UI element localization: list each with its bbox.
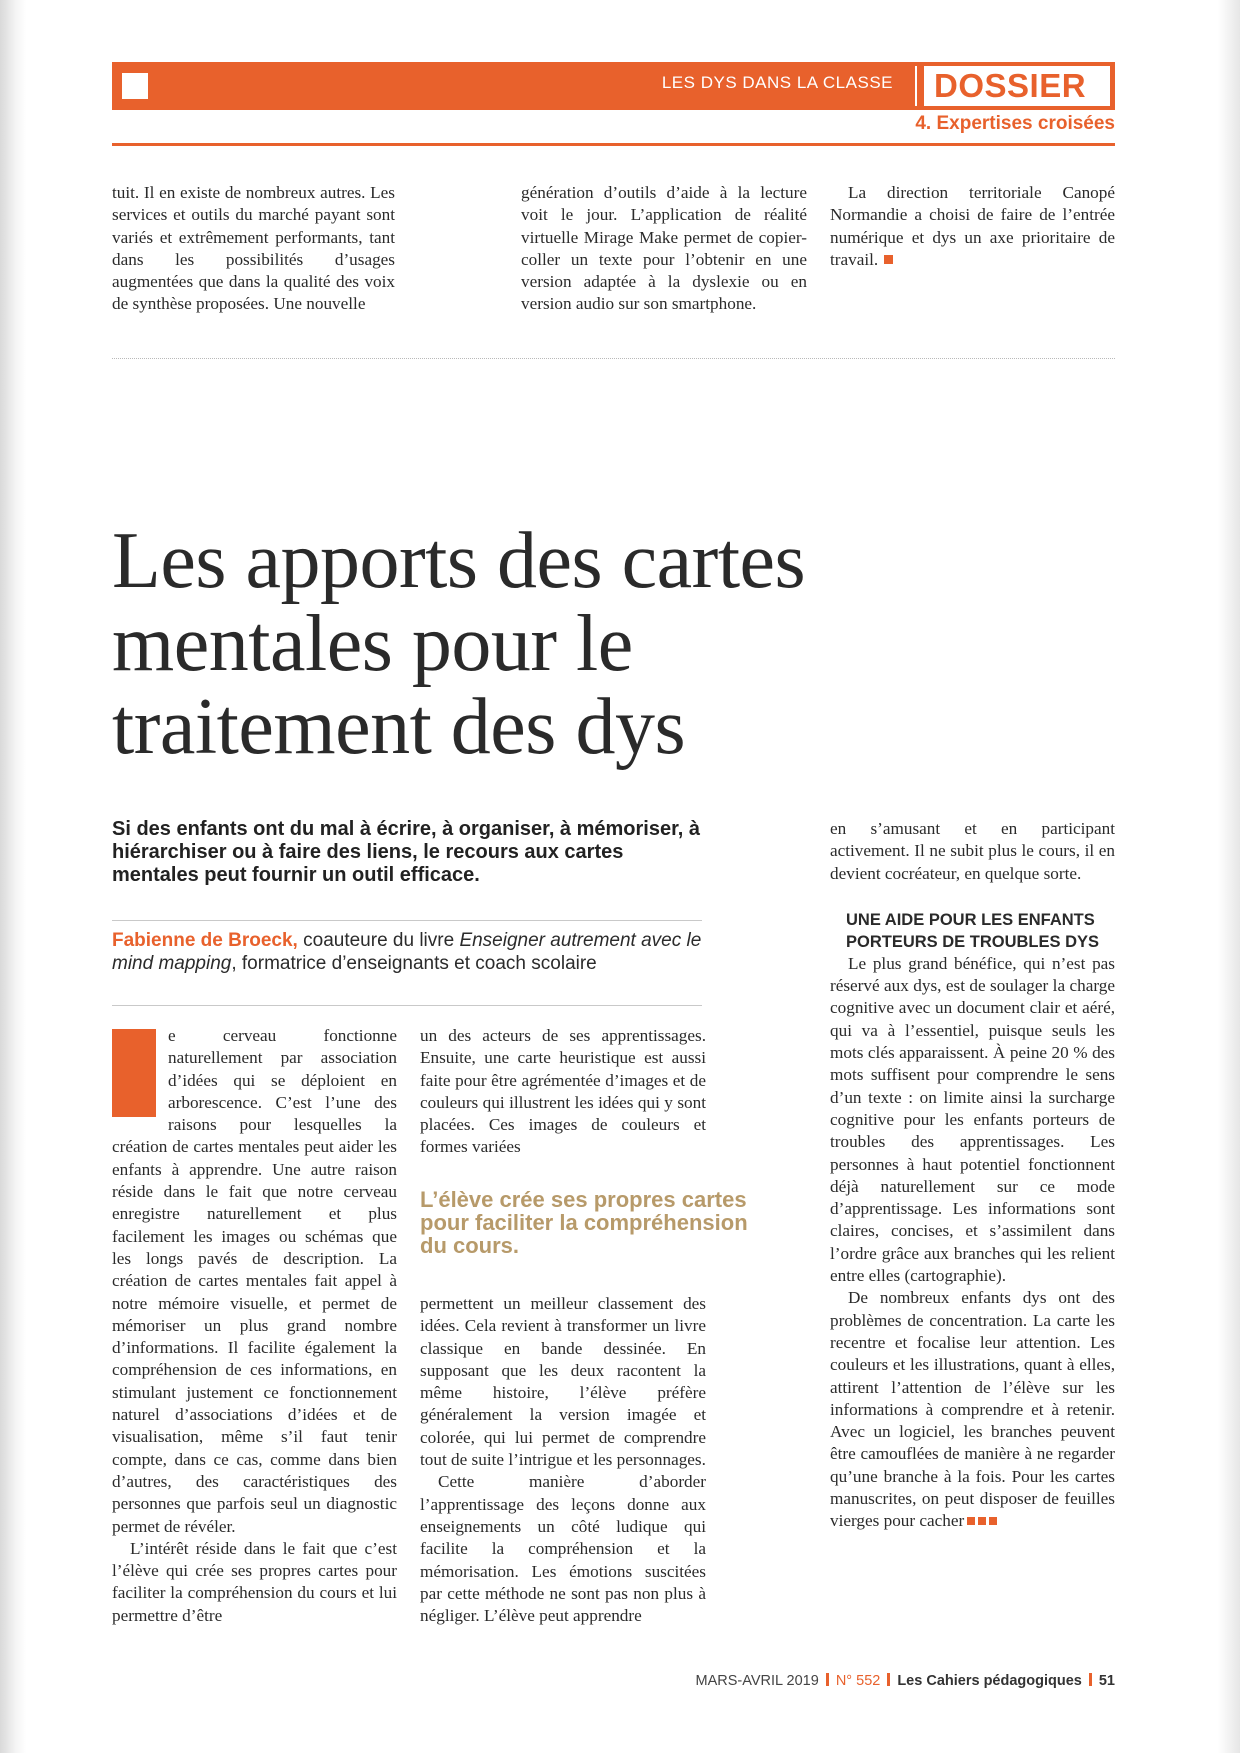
continued-mark-icon <box>964 1511 997 1530</box>
dossier-subhead: 4. Expertises croisées <box>915 113 1115 134</box>
previous-article-text-3: La direction territoriale Canopé Normandie a choisi de faire de l’entrée numérique et dys un axe prioritaire de travail. <box>830 183 1115 269</box>
pull-quote: L’élève crée ses propres cartes pour faciliter la compréhension du cours. <box>420 1187 748 1258</box>
author-role: coauteure du livre <box>297 930 460 951</box>
col2-paragraph-1: permettent un meilleur classement des idées. Cela revient à transformer un livre classique en bande dessinée. En supposant que les deux racontent la même histoire, l’élève préfère généralement la version imagée et colorée, qui lui permet de comprendre tout de suite l’intrigue et les personnages. <box>420 1294 706 1470</box>
previous-article-col3 <box>830 182 1115 271</box>
lede-rule <box>112 920 702 921</box>
page-edge-shadow <box>0 0 26 1753</box>
author-name: Fabienne de Broeck, <box>112 930 298 951</box>
col1-paragraph-2: L’intérêt réside dans le fait que c’est l’élève qui crée ses propres cartes pour faciliter la compréhension du cours et lui permettre d’être <box>112 1538 397 1625</box>
header-rule <box>112 143 1115 146</box>
article-lede: Si des enfants ont du mal à écrire, à organiser, à mémoriser, à hiérarchiser ou à faire des liens, le recours aux cartes mentales peut fournir un outil efficace. <box>112 818 701 886</box>
section-label: LES DYS DANS LA CLASSE <box>661 73 893 92</box>
footer-separator <box>1089 1673 1092 1686</box>
col2-paragraph-2: Cette manière d’aborder l’apprentissage des leçons donne aux enseignements un côté ludique qui facilite la compréhension et la mémorisation. Les émotions suscitées par cette méthode ne sont pas non plus à négliger. L’élève peut apprendre <box>420 1472 706 1626</box>
dropcap-l <box>112 1029 156 1117</box>
previous-article-col1 <box>112 182 395 316</box>
title-line: traitement des dys <box>112 683 686 771</box>
title-line: Les apports des cartes <box>112 517 806 605</box>
article-title <box>112 517 1012 771</box>
article-col1 <box>112 1025 397 1627</box>
col3-paragraph-1: Le plus grand bénéfice, qui n’est pas réservé aux dys, est de soulager la charge cognitive avec un document clair et aéré, qui va à l’essentiel, puisque seuls les mots clés apparaissent. À peine 20 % des mots suffisent pour comprendre le sens d’un texte : on limite ainsi la surcharge cognitive pour les enfants porteurs de troubles des apprentissages. Les personnes à haut potentiel fonctionnent déjà naturellement sur ce mode d’apprentissage. Les informations sont claires, concises, et s’assimilent dans l’ordre grâce aux branches qui les relient entre elles (cartographie). <box>830 953 1115 1286</box>
page-footer <box>696 1673 1115 1689</box>
magazine-name: Les Cahiers pédagogiques <box>897 1673 1082 1689</box>
header-band <box>112 62 1115 110</box>
article-separator <box>112 358 1115 359</box>
article-col3 <box>830 818 1115 1533</box>
end-mark-icon <box>884 255 893 264</box>
col2-paragraph-top: un des acteurs de ses apprentissages. Ensuite, une carte heuristique est aussi faite pour être agrémentée d’images et de couleurs qui illustrent les idées qui y sont placées. Ces images de couleurs et formes variées <box>420 1026 706 1157</box>
book-title: Enseigner autrement avec le mind mapping <box>112 930 702 974</box>
title-line: mentales pour le <box>112 600 633 688</box>
article-col2-top <box>420 1025 706 1159</box>
byline-rule <box>112 1005 702 1006</box>
section-heading: UNE AIDE POUR LES ENFANTS PORTEURS DE TROUBLES DYS <box>846 910 1100 951</box>
dossier-label: DOSSIER <box>934 67 1087 104</box>
previous-article-col2 <box>521 182 807 316</box>
footer-separator <box>826 1673 829 1686</box>
header-divider <box>915 66 917 106</box>
previous-article-text-1: tuit. Il en existe de nombreux autres. Les services et outils du marché payant sont variés et extrêmement performants, tant dans les possibilités d’usages augmentées que dans la qualité des voix de synthèse proposées. Une nouvelle <box>112 183 395 314</box>
col1-paragraph-1: e cerveau fonctionne naturellement par association d’idées qui se déploient en arborescence. C’est l’une des raisons pour lesquelles la création de cartes mentales peut aider les enfants à apprendre. Une autre raison réside dans le fait que notre cerveau enregistre naturellement et plus facilement les images ou schémas que les longs pavés de description. La création de cartes mentales fait appel à notre mémoire visuelle, et permet de mémoriser un plus grand nombre d’informations. Il facilite également la compréhension de ces informations, en stimulant justement ce fonctionnement naturel d’associations d’idées et de visualisation, même s’il faut tenir compte, dans ce cas, comme dans bien d’autres, des caractéristiques des personnes que parfois seul un diagnostic permet de révéler. <box>112 1026 397 1536</box>
author-role-cont: , formatrice d’enseignants et coach scolaire <box>231 952 597 974</box>
col3-paragraph-2: De nombreux enfants dys ont des problèmes de concentration. La carte les recentre et focalise leur attention. Les couleurs et les illustrations, quant à elles, attirent l’attention de l’élève sur les informations à comprendre et à retenir. Avec un logiciel, les branches peuvent être camouflées de manière à ne regarder qu’une branche à la fois. Pour les cartes manuscrites, on peut disposer de feuilles vierges pour cacher <box>830 1288 1115 1531</box>
previous-article-text-2: génération d’outils d’aide à la lecture voit le jour. L’application de réalité virtuelle Mirage Make permet de copier-coller un texte pour l’obtenir en une version adaptée à la dyslexie ou en version audio sur son smartphone. <box>521 183 807 314</box>
footer-separator <box>887 1673 890 1686</box>
header-square-icon <box>122 73 148 99</box>
issue-date: MARS-AVRIL 2019 <box>695 1673 819 1689</box>
col3-paragraph-top: en s’amusant et en participant activement. Il ne subit plus le cours, il en devient cocréateur, en quelque sorte. <box>830 819 1115 883</box>
issue-number: N° 552 <box>835 1673 881 1689</box>
author-byline <box>112 930 712 975</box>
article-col2-bottom <box>420 1293 706 1627</box>
page-edge-shadow-right <box>1218 0 1240 1753</box>
page-number: 51 <box>1098 1673 1115 1689</box>
